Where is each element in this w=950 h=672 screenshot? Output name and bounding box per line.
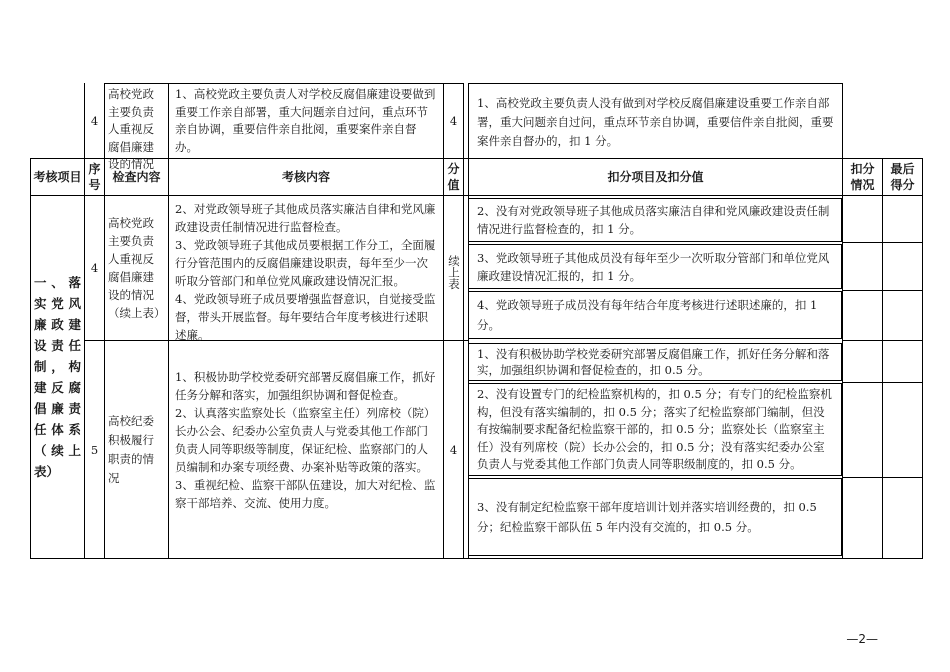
row-b-content: 1、积极协助学校党委研究部署反腐倡廉工作，抓好任务分解和落实，加强组织协调和督促检查。 2、认真落实监察处长（监察室主任）列席校（院）长办公会、纪委办公室负责人与党委其他工作部门负责人同等职级等制度，保证纪检、监察部门的人员编制和办案专项经费、办案补贴等政策的落实。 3、重视纪检、监察干部队伍建设，加大对纪检、监察干部培养、交流、使用力度。 <box>175 370 436 510</box>
section-title <box>31 196 84 558</box>
row-a-check-item-text: 高校党政主要负责人重视反腐倡廉建设的情况（续上表） <box>108 216 166 320</box>
row-b-deduction-2: 2、没有设置专门的纪检监察机构的，扣 0.5 分；有专门的纪检监察机构，但没有落实编制的，扣 0.5 分；落实了纪检监察部门编制，但没有按编制要求配备纪检监察干部的，扣 0.5 分；监察处长（监察室主任）没有列席校（院）长办公会的，扣 0.5 分；没有落实纪委办公室负责人与党委其他工作部门负责人同等职级制度的，扣 0.5 分。 <box>468 383 842 476</box>
header-deduct-status: 扣分情况 <box>850 162 875 192</box>
top-row-score: 4 <box>449 114 458 128</box>
header-score: 分值 <box>447 162 460 192</box>
row-a-score: 续上表 <box>447 254 461 290</box>
rule <box>842 477 923 478</box>
rule <box>30 558 923 559</box>
rule <box>882 158 883 559</box>
rule <box>842 382 923 383</box>
rule <box>842 290 923 291</box>
header-project: 考核项目 <box>33 170 82 184</box>
row-b-deduction-3 <box>468 478 842 556</box>
header-content: 考核内容 <box>281 170 330 184</box>
header-seq: 序号 <box>88 162 101 192</box>
top-row-content: 1、高校党政主要负责人对学校反腐倡廉建设要做到重要工作亲自部署，重大问题亲自过问，重点环节亲自协调，重要信件亲自批阅，重要案件亲自督办。 <box>175 87 436 154</box>
row-a-deduction-1: 2、没有对党政领导班子其他成员落实廉洁自律和党风廉政建设责任制情况进行监督检查的，扣 1 分。 <box>468 198 842 242</box>
section-title-text: 一、落实党风廉政建设责任制，构建反腐倡廉责任体系（续上表） <box>34 275 81 479</box>
row-a-check-item <box>105 196 168 340</box>
rule <box>922 158 923 559</box>
rule <box>463 83 464 559</box>
page-number: —2— <box>846 632 878 646</box>
rule <box>842 83 843 559</box>
row-b-deduction-1: 1、没有积极协助学校党委研究部署反腐倡廉工作，抓好任务分解和落实，加强组织协调和督促检查的，扣 0.5 分。 <box>468 343 842 381</box>
row-a-content: 2、对党政领导班子其他成员落实廉洁自律和党风廉政建设责任制情况进行监督检查。 3、党政领导班子其他成员要根据工作分工，全面履行分管范围内的反腐倡廉建设职责，每年至少一次听取分管部门和单位党风廉政建设情况汇报。 4、党政领导班子成员要增强监督意识，自觉接受监督，带头开展监督。每年要结合年度考核进行述职述廉。 <box>175 202 436 342</box>
rule <box>842 242 923 243</box>
top-row-deduction: 1、高校党政主要负责人没有做到对学校反腐倡廉建设重要工作亲自部署，重大问题亲自过问，重点环节亲自协调，重要信件亲自批阅，重要案件亲自督办的，扣 1 分。 <box>477 96 834 148</box>
header-check-item: 检查内容 <box>112 170 161 184</box>
row-a-deduction-2: 3、党政领导班子其他成员没有每年至少一次听取分管部门和单位党风廉政建设情况汇报的，扣 1 分。 <box>468 244 842 289</box>
row-b-score: 4 <box>449 442 458 457</box>
header-final-score: 最后得分 <box>890 162 915 192</box>
row-a-seq: 4 <box>90 261 99 275</box>
row-b-deduction-3-text: 3、没有制定纪检监察干部年度培训计划并落实培训经费的，扣 0.5 分；纪检监察干部队伍 5 年内没有交流的，扣 0.5 分。 <box>477 500 817 534</box>
row-a-deduction-3-text: 4、党政领导班子成员没有每年结合年度考核进行述职述廉的，扣 1 分。 <box>477 298 818 332</box>
row-b-check-item <box>105 341 168 558</box>
row-b-seq: 5 <box>90 442 99 457</box>
top-row-check-item: 高校党政主要负责人重视反腐倡廉建设的情况 <box>108 87 154 171</box>
top-row-seq: 4 <box>90 114 99 128</box>
header-deduction: 扣分项目及扣分值 <box>607 170 704 184</box>
row-b-check-item-text: 高校纪委积极履行职责的情况 <box>108 413 154 485</box>
row-a-deduction-3 <box>468 291 842 339</box>
